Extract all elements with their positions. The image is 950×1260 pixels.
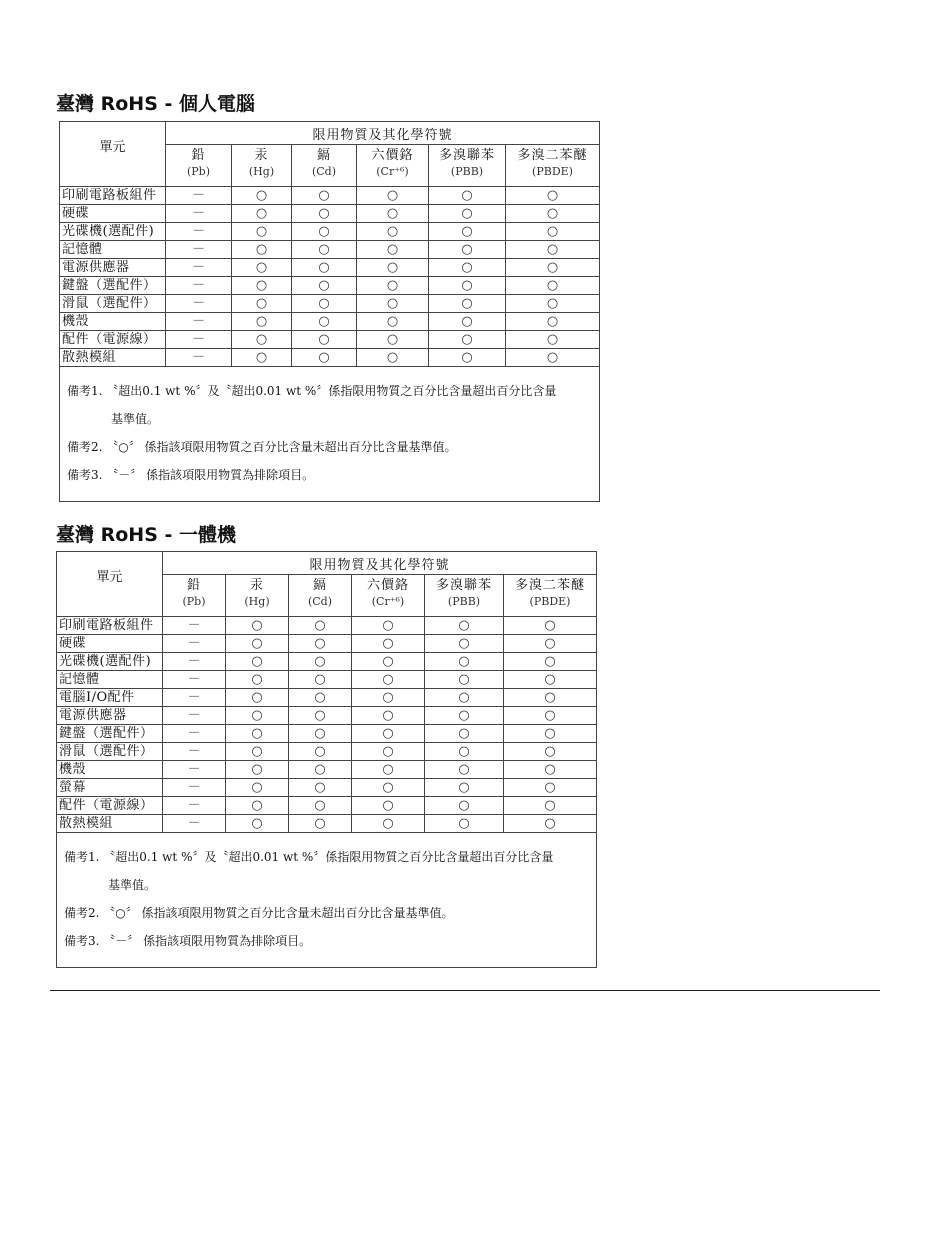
unit-cell: 電源供應器 bbox=[60, 259, 166, 277]
mark-cell: ○ bbox=[289, 671, 352, 689]
mark-cell: － bbox=[163, 707, 226, 725]
mark-cell: － bbox=[166, 295, 232, 313]
mark-cell: ○ bbox=[425, 617, 504, 635]
rohs-table-aio bbox=[56, 551, 597, 968]
mark-cell: ○ bbox=[504, 725, 597, 743]
mark-cell: － bbox=[166, 277, 232, 295]
substance-header bbox=[226, 575, 289, 617]
mark-cell: ○ bbox=[292, 187, 357, 205]
mark-cell: ○ bbox=[289, 653, 352, 671]
table-row bbox=[57, 635, 597, 653]
unit-cell: 散熱模組 bbox=[57, 815, 163, 833]
mark-cell: ○ bbox=[232, 349, 292, 367]
unit-cell: 電源供應器 bbox=[57, 707, 163, 725]
mark-cell: ○ bbox=[289, 635, 352, 653]
mark-cell: ○ bbox=[357, 295, 429, 313]
mark-cell: ○ bbox=[292, 349, 357, 367]
mark-cell: ○ bbox=[429, 277, 506, 295]
substance-symbol: (PBDE) bbox=[529, 595, 571, 608]
mark-cell: ○ bbox=[352, 779, 425, 797]
mark-cell: ○ bbox=[232, 277, 292, 295]
substance-symbol: (Cr⁺⁶) bbox=[376, 165, 409, 178]
mark-cell: ○ bbox=[425, 743, 504, 761]
unit-cell: 配件（電源線） bbox=[60, 331, 166, 349]
unit-cell: 滑鼠（選配件） bbox=[57, 743, 163, 761]
substance-name: 鎘 bbox=[316, 148, 331, 163]
table-row bbox=[60, 241, 600, 259]
mark-cell: ○ bbox=[289, 761, 352, 779]
mark-cell: ○ bbox=[352, 635, 425, 653]
table-row bbox=[57, 815, 597, 833]
substance-name: 汞 bbox=[254, 148, 269, 163]
mark-cell: ○ bbox=[352, 689, 425, 707]
substance-symbol: (Hg) bbox=[248, 165, 275, 178]
substance-name: 多溴聯苯 bbox=[438, 148, 495, 163]
mark-cell: － bbox=[163, 761, 226, 779]
unit-cell: 硬碟 bbox=[57, 635, 163, 653]
rohs-table-pc bbox=[59, 121, 600, 502]
table-row bbox=[57, 671, 597, 689]
mark-cell: ○ bbox=[352, 707, 425, 725]
mark-cell: ○ bbox=[352, 671, 425, 689]
unit-cell: 電腦I/O配件 bbox=[57, 689, 163, 707]
mark-cell: ○ bbox=[504, 815, 597, 833]
mark-cell: － bbox=[166, 313, 232, 331]
mark-cell: ○ bbox=[425, 779, 504, 797]
mark-cell: － bbox=[163, 815, 226, 833]
mark-cell: ○ bbox=[352, 725, 425, 743]
unit-cell: 記憶體 bbox=[57, 671, 163, 689]
table-row bbox=[57, 689, 597, 707]
note-2: 備考2. 〝○〞 係指該項限用物質之百分比含量未超出百分比含量基準值。 bbox=[67, 440, 457, 454]
table-row bbox=[60, 277, 600, 295]
table-row bbox=[60, 205, 600, 223]
mark-cell: ○ bbox=[232, 205, 292, 223]
substance-header bbox=[425, 575, 504, 617]
mark-cell: ○ bbox=[232, 223, 292, 241]
mark-cell: ○ bbox=[506, 187, 600, 205]
substance-symbol: (PBB) bbox=[450, 165, 484, 178]
mark-cell: － bbox=[163, 689, 226, 707]
mark-cell: ○ bbox=[292, 277, 357, 295]
mark-cell: ○ bbox=[292, 205, 357, 223]
table-row bbox=[60, 331, 600, 349]
substance-header bbox=[506, 145, 600, 187]
mark-cell: ○ bbox=[504, 671, 597, 689]
substance-header bbox=[429, 145, 506, 187]
mark-cell: ○ bbox=[506, 223, 600, 241]
mark-cell: － bbox=[166, 259, 232, 277]
mark-cell: ○ bbox=[232, 331, 292, 349]
substance-symbol: (Pb) bbox=[186, 165, 211, 178]
mark-cell: ○ bbox=[425, 671, 504, 689]
mark-cell: ○ bbox=[429, 313, 506, 331]
unit-header: 單元 bbox=[57, 552, 163, 617]
mark-cell: ○ bbox=[292, 241, 357, 259]
mark-cell: ○ bbox=[226, 743, 289, 761]
mark-cell: ○ bbox=[425, 761, 504, 779]
note-1: 備考1. 〝超出0.1 wt %〞及〝超出0.01 wt %〞係指限用物質之百分比含量超出百分比含量 bbox=[67, 384, 557, 398]
mark-cell: ○ bbox=[506, 313, 600, 331]
unit-cell: 機殼 bbox=[60, 313, 166, 331]
mark-cell: ○ bbox=[425, 797, 504, 815]
mark-cell: ○ bbox=[506, 331, 600, 349]
mark-cell: ○ bbox=[232, 241, 292, 259]
unit-cell: 印刷電路板組件 bbox=[57, 617, 163, 635]
mark-cell: ○ bbox=[226, 761, 289, 779]
mark-cell: － bbox=[166, 349, 232, 367]
note-1-continued: 基準值。 bbox=[111, 412, 160, 426]
unit-cell: 螢幕 bbox=[57, 779, 163, 797]
unit-cell: 鍵盤（選配件） bbox=[60, 277, 166, 295]
unit-cell: 滑鼠（選配件） bbox=[60, 295, 166, 313]
substance-header bbox=[289, 575, 352, 617]
substance-name: 六價鉻 bbox=[366, 578, 409, 593]
mark-cell: ○ bbox=[289, 617, 352, 635]
mark-cell: ○ bbox=[292, 223, 357, 241]
mark-cell: ○ bbox=[292, 259, 357, 277]
table-row bbox=[57, 797, 597, 815]
substance-symbol: (Pb) bbox=[182, 595, 206, 608]
unit-cell: 鍵盤（選配件） bbox=[57, 725, 163, 743]
table-row bbox=[57, 779, 597, 797]
substance-header bbox=[166, 145, 232, 187]
mark-cell: ○ bbox=[429, 259, 506, 277]
mark-cell: － bbox=[166, 205, 232, 223]
mark-cell: ○ bbox=[357, 349, 429, 367]
substances-header: 限用物質及其化學符號 bbox=[163, 552, 597, 575]
mark-cell: ○ bbox=[357, 187, 429, 205]
mark-cell: － bbox=[166, 241, 232, 259]
mark-cell: ○ bbox=[357, 241, 429, 259]
unit-cell: 機殼 bbox=[57, 761, 163, 779]
mark-cell: ○ bbox=[289, 689, 352, 707]
table-row bbox=[60, 295, 600, 313]
notes-cell bbox=[60, 367, 600, 502]
substances-header: 限用物質及其化學符號 bbox=[166, 122, 600, 145]
mark-cell: － bbox=[163, 779, 226, 797]
mark-cell: ○ bbox=[352, 743, 425, 761]
substance-name: 六價鉻 bbox=[371, 148, 414, 163]
table-row bbox=[57, 725, 597, 743]
mark-cell: ○ bbox=[506, 259, 600, 277]
mark-cell: ○ bbox=[357, 205, 429, 223]
mark-cell: ○ bbox=[506, 205, 600, 223]
mark-cell: ○ bbox=[357, 331, 429, 349]
mark-cell: ○ bbox=[504, 617, 597, 635]
mark-cell: ○ bbox=[429, 349, 506, 367]
mark-cell: ○ bbox=[292, 313, 357, 331]
substance-symbol: (Hg) bbox=[244, 595, 270, 608]
mark-cell: ○ bbox=[352, 617, 425, 635]
table-row bbox=[57, 707, 597, 725]
mark-cell: ○ bbox=[289, 815, 352, 833]
substance-name: 鉛 bbox=[191, 148, 206, 163]
mark-cell: ○ bbox=[504, 689, 597, 707]
mark-cell: ○ bbox=[289, 725, 352, 743]
mark-cell: ○ bbox=[357, 313, 429, 331]
unit-cell: 配件（電源線） bbox=[57, 797, 163, 815]
mark-cell: ○ bbox=[504, 707, 597, 725]
unit-cell: 硬碟 bbox=[60, 205, 166, 223]
mark-cell: ○ bbox=[504, 743, 597, 761]
substance-name: 多溴二苯醚 bbox=[517, 148, 588, 163]
mark-cell: ○ bbox=[357, 223, 429, 241]
table-row bbox=[60, 349, 600, 367]
mark-cell: ○ bbox=[352, 797, 425, 815]
substance-name: 汞 bbox=[249, 578, 264, 593]
substance-header bbox=[163, 575, 226, 617]
mark-cell: ○ bbox=[429, 187, 506, 205]
mark-cell: ○ bbox=[357, 259, 429, 277]
substance-name: 鎘 bbox=[312, 578, 327, 593]
substance-header bbox=[352, 575, 425, 617]
mark-cell: ○ bbox=[504, 761, 597, 779]
mark-cell: － bbox=[163, 653, 226, 671]
mark-cell: － bbox=[163, 797, 226, 815]
mark-cell: ○ bbox=[504, 635, 597, 653]
table-row bbox=[57, 653, 597, 671]
mark-cell: － bbox=[163, 743, 226, 761]
substance-symbol: (Cd) bbox=[311, 165, 337, 178]
mark-cell: ○ bbox=[226, 653, 289, 671]
mark-cell: ○ bbox=[226, 815, 289, 833]
mark-cell: － bbox=[166, 331, 232, 349]
substance-header bbox=[292, 145, 357, 187]
note-1-continued: 基準值。 bbox=[108, 878, 157, 892]
substance-symbol: (Cr⁺⁶) bbox=[371, 595, 405, 608]
mark-cell: ○ bbox=[352, 761, 425, 779]
unit-cell: 印刷電路板組件 bbox=[60, 187, 166, 205]
mark-cell: ○ bbox=[352, 653, 425, 671]
mark-cell: ○ bbox=[232, 259, 292, 277]
mark-cell: ○ bbox=[425, 635, 504, 653]
table-row bbox=[60, 313, 600, 331]
table-row bbox=[57, 617, 597, 635]
unit-header: 單元 bbox=[60, 122, 166, 187]
mark-cell: ○ bbox=[429, 331, 506, 349]
page-divider bbox=[50, 990, 880, 991]
mark-cell: ○ bbox=[506, 349, 600, 367]
substance-symbol: (PBB) bbox=[447, 595, 481, 608]
mark-cell: ○ bbox=[429, 295, 506, 313]
mark-cell: ○ bbox=[429, 241, 506, 259]
substance-name: 多溴聯苯 bbox=[435, 578, 492, 593]
substance-header bbox=[504, 575, 597, 617]
mark-cell: ○ bbox=[226, 797, 289, 815]
mark-cell: ○ bbox=[425, 689, 504, 707]
table-row bbox=[60, 223, 600, 241]
mark-cell: ○ bbox=[289, 779, 352, 797]
notes-cell bbox=[57, 833, 597, 968]
substance-symbol: (Cd) bbox=[307, 595, 333, 608]
mark-cell: ○ bbox=[232, 187, 292, 205]
table-row bbox=[60, 187, 600, 205]
mark-cell: － bbox=[166, 187, 232, 205]
mark-cell: ○ bbox=[504, 653, 597, 671]
note-3: 備考3. 〝－〞 係指該項限用物質為排除項目。 bbox=[64, 934, 312, 948]
note-1: 備考1. 〝超出0.1 wt %〞及〝超出0.01 wt %〞係指限用物質之百分比含量超出百分比含量 bbox=[64, 850, 554, 864]
mark-cell: ○ bbox=[425, 707, 504, 725]
mark-cell: ○ bbox=[506, 277, 600, 295]
mark-cell: ○ bbox=[352, 815, 425, 833]
mark-cell: ○ bbox=[504, 797, 597, 815]
note-3: 備考3. 〝－〞 係指該項限用物質為排除項目。 bbox=[67, 468, 315, 482]
mark-cell: ○ bbox=[429, 223, 506, 241]
section-title-aio: 臺灣 RoHS - 一體機 bbox=[56, 524, 236, 546]
mark-cell: ○ bbox=[289, 707, 352, 725]
mark-cell: ○ bbox=[226, 779, 289, 797]
mark-cell: ○ bbox=[232, 313, 292, 331]
mark-cell: ○ bbox=[425, 815, 504, 833]
substance-name: 多溴二苯醚 bbox=[515, 578, 586, 593]
mark-cell: － bbox=[163, 725, 226, 743]
table-row bbox=[57, 743, 597, 761]
table-row bbox=[57, 761, 597, 779]
mark-cell: ○ bbox=[289, 797, 352, 815]
unit-cell: 光碟機(選配件) bbox=[60, 223, 166, 241]
mark-cell: ○ bbox=[425, 653, 504, 671]
mark-cell: ○ bbox=[226, 617, 289, 635]
mark-cell: ○ bbox=[226, 671, 289, 689]
mark-cell: ○ bbox=[504, 779, 597, 797]
mark-cell: － bbox=[163, 635, 226, 653]
unit-cell: 光碟機(選配件) bbox=[57, 653, 163, 671]
mark-cell: ○ bbox=[425, 725, 504, 743]
mark-cell: ○ bbox=[506, 295, 600, 313]
mark-cell: － bbox=[163, 671, 226, 689]
note-2: 備考2. 〝○〞 係指該項限用物質之百分比含量未超出百分比含量基準值。 bbox=[64, 906, 454, 920]
mark-cell: ○ bbox=[232, 295, 292, 313]
mark-cell: － bbox=[166, 223, 232, 241]
substance-symbol: (PBDE) bbox=[532, 165, 573, 178]
mark-cell: ○ bbox=[429, 205, 506, 223]
substance-header bbox=[357, 145, 429, 187]
section-title-pc: 臺灣 RoHS - 個人電腦 bbox=[56, 93, 255, 115]
mark-cell: ○ bbox=[226, 635, 289, 653]
substance-name: 鉛 bbox=[186, 578, 201, 593]
unit-cell: 散熱模組 bbox=[60, 349, 166, 367]
mark-cell: ○ bbox=[226, 689, 289, 707]
mark-cell: ○ bbox=[226, 725, 289, 743]
mark-cell: ○ bbox=[506, 241, 600, 259]
mark-cell: － bbox=[163, 617, 226, 635]
mark-cell: ○ bbox=[292, 295, 357, 313]
unit-cell: 記憶體 bbox=[60, 241, 166, 259]
table-row bbox=[60, 259, 600, 277]
mark-cell: ○ bbox=[292, 331, 357, 349]
mark-cell: ○ bbox=[357, 277, 429, 295]
mark-cell: ○ bbox=[289, 743, 352, 761]
mark-cell: ○ bbox=[226, 707, 289, 725]
substance-header bbox=[232, 145, 292, 187]
